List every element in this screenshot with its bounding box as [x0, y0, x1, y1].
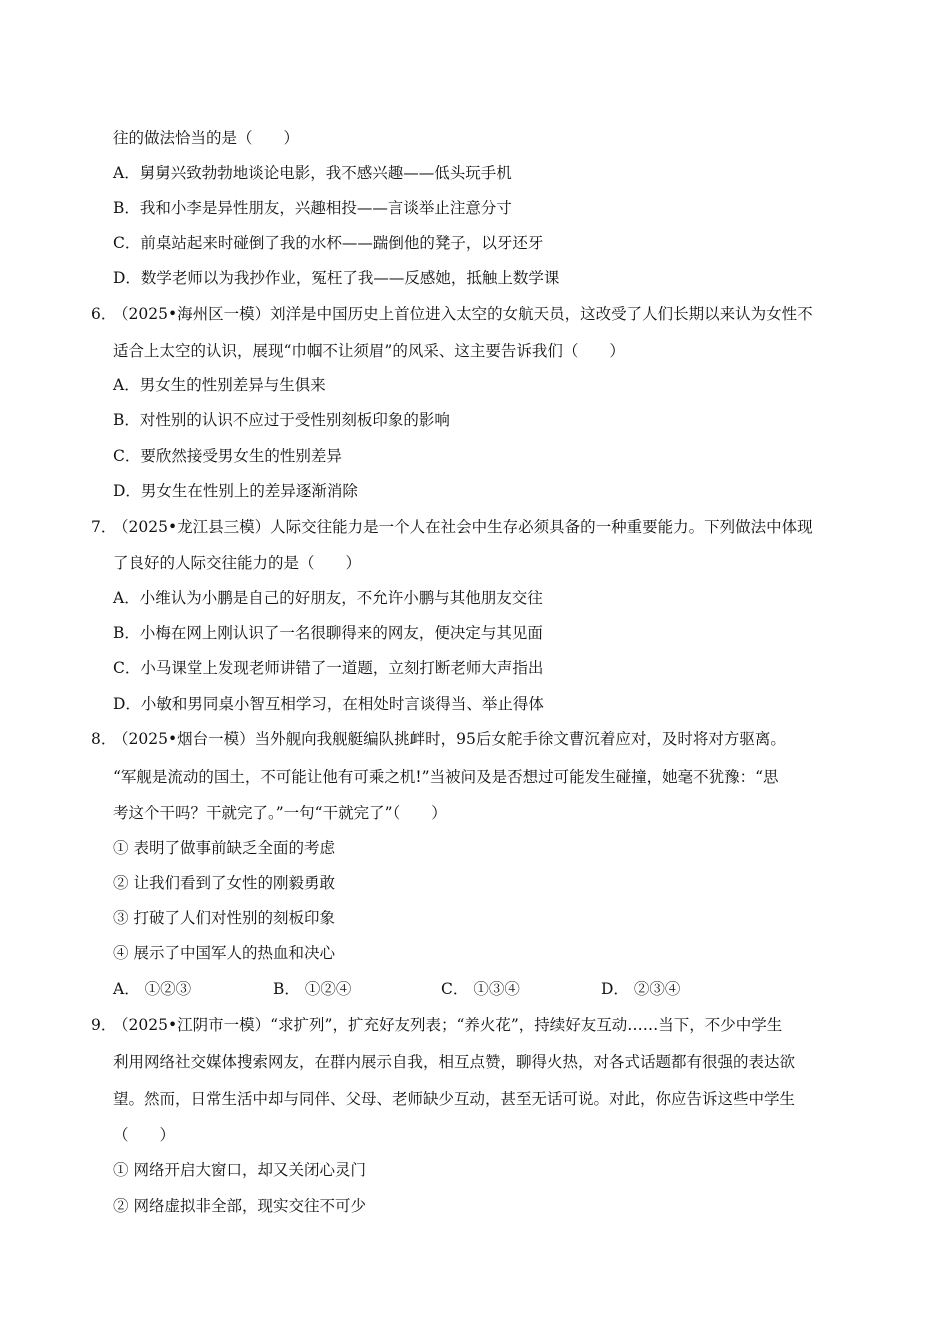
q6-option-c: C．要欣然接受男女生的性别差异	[113, 447, 342, 465]
q7-option-d: D．小敏和男同桌小智互相学习，在相处时言谈得当、举止得体	[113, 695, 544, 713]
q8-item-1: ① 表明了做事前缺乏全面的考虑	[113, 839, 335, 857]
q5-option-a: A．舅舅兴致勃勃地谈论电影，我不感兴趣——低头玩手机	[113, 164, 512, 182]
q5-stem-continuation: 往的做法恰当的是（ ）	[113, 129, 300, 147]
q6-option-b: B．对性别的认识不应过于受性别刻板印象的影响	[113, 411, 450, 429]
q8-number: 8．	[91, 730, 117, 748]
q9-item-1-mark: ①	[113, 1161, 129, 1179]
q8-stem-line3: 考这个干吗？干就完了。”一句“干就完了”（ ）	[113, 804, 447, 822]
q5-option-d: D．数学老师以为我抄作业，冤枉了我——反感她，抵触上数学课	[113, 269, 560, 287]
q6-option-d: D．男女生在性别上的差异逐渐消除	[113, 482, 358, 500]
q8-item-1-mark: ①	[113, 839, 129, 857]
q8-stem-line1: （2025•烟台一模）当外舰向我舰艇编队挑衅时，95后女舵手徐文曹沉着应对，及时将对方驱离。	[113, 730, 786, 748]
q8-item-3-mark: ③	[113, 909, 129, 927]
q8-item-2: ② 让我们看到了女性的刚毅勇敢	[113, 874, 335, 892]
q8-stem-line2: “军舰是流动的国土，不可能让他有可乘之机!”当被问及是否想过可能发生碰撞，她毫不犹豫：“思	[113, 768, 779, 786]
q9-item-2-mark: ②	[113, 1197, 129, 1215]
q9-item-1: ① 网络开启大窗口，却又关闭心灵门	[113, 1161, 366, 1179]
q9-stem-line3: 望。然而，日常生活中却与同伴、父母、老师缺少互动，甚至无话可说。对此，你应告诉这些中学生	[113, 1090, 796, 1108]
q5-option-b: B．我和小李是异性朋友，兴趣相投——言谈举止注意分寸	[113, 199, 512, 217]
q8-item-4-mark: ④	[113, 944, 129, 962]
q9-item-2: ② 网络虚拟非全部，现实交往不可少	[113, 1197, 366, 1215]
q5-option-c: C．前桌站起来时碰倒了我的水杯——踹倒他的凳子，以牙还牙	[113, 234, 544, 252]
q7-stem-line1: （2025•龙江县三模）人际交往能力是一个人在社会中生存必须具备的一种重要能力。下列做法中体现	[113, 518, 813, 536]
q7-option-b: B．小梅在网上刚认识了一名很聊得来的网友，便决定与其见面	[113, 624, 543, 642]
q8-choice-d: D． ②③④	[601, 980, 681, 998]
q9-stem-line1: （2025•江阴市一模）“求扩列”，扩充好友列表；“养火花”，持续好友互动……当下，不少中学生	[113, 1016, 783, 1034]
q9-stem-line2: 利用网络社交媒体搜索网友，在群内展示自我，相互点赞，聊得火热，对各式话题都有很强的表达欲	[113, 1053, 796, 1071]
q9-number: 9．	[91, 1016, 117, 1034]
q8-choice-b: B． ①②④	[273, 980, 352, 998]
q6-stem-line1: （2025•海州区一模）刘洋是中国历史上首位进入太空的女航天员，这改受了人们长期以来认为女性不	[113, 305, 813, 323]
q9-stem-line4: （ ）	[113, 1126, 176, 1144]
q7-stem-line2: 了良好的人际交往能力的是（ ）	[113, 554, 362, 572]
q6-stem-line2: 适合上太空的认识，展现“巾帼不让须眉”的风采、这主要告诉我们（ ）	[113, 342, 625, 360]
q8-choice-a: A． ①②③	[113, 980, 192, 998]
q7-option-c: C．小马课堂上发现老师讲错了一道题，立刻打断老师大声指出	[113, 659, 544, 677]
q8-item-2-mark: ②	[113, 874, 129, 892]
q7-number: 7．	[91, 518, 117, 536]
q8-item-4: ④ 展示了中国军人的热血和决心	[113, 944, 335, 962]
q7-option-a: A．小维认为小鹏是自己的好朋友，不允许小鹏与其他朋友交往	[113, 589, 543, 607]
q6-number: 6．	[91, 305, 117, 323]
q6-option-a: A．男女生的性别差异与生俱来	[113, 376, 326, 394]
q8-item-3: ③ 打破了人们对性别的刻板印象	[113, 909, 335, 927]
q8-choice-c: C． ①③④	[441, 980, 520, 998]
